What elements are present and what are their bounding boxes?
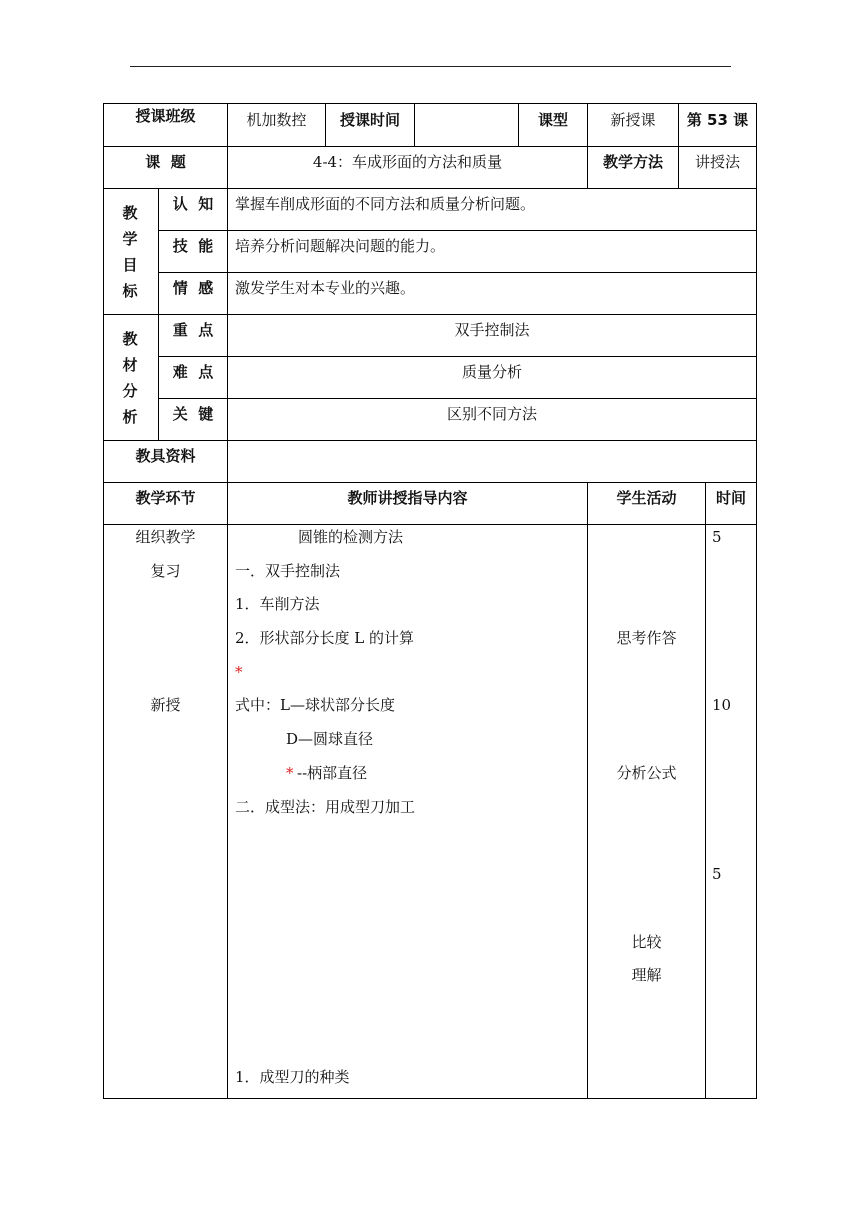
content-line-4: 2．形状部分长度 L 的计算	[235, 629, 415, 647]
analysis-label-key: 关 键	[172, 405, 214, 423]
formula-placeholder-1: *	[235, 663, 243, 681]
student-activity-3a: 比较	[631, 933, 662, 951]
content-line-9: 1．成型刀的种类	[235, 1068, 350, 1086]
objective-value-skill: 培养分析问题解决问题的能力。	[235, 237, 446, 255]
analysis-label-difficulty: 难 点	[172, 363, 214, 381]
student-activity-1: 思考作答	[616, 629, 677, 647]
header-rule	[130, 66, 731, 67]
analysis-label-key-point: 重 点	[172, 321, 214, 339]
content-line-7: --柄部直径	[297, 764, 368, 782]
analysis-char-2: 材	[122, 356, 138, 374]
type-label: 课型	[537, 111, 568, 129]
type-value: 新授课	[610, 111, 656, 129]
analysis-value-difficulty: 质量分析	[461, 363, 522, 381]
objectives-char-1: 教	[122, 204, 138, 222]
aids-label: 教具资料	[135, 447, 196, 465]
analysis-char-1: 教	[122, 330, 138, 348]
analysis-value-key: 区别不同方法	[446, 405, 537, 423]
analysis-char-4: 析	[122, 408, 138, 426]
lesson-number: 第 53 课	[686, 111, 749, 129]
topic-value: 4-4：车成形面的方法和质量	[312, 153, 503, 171]
class-label: 授课班级	[135, 107, 196, 125]
student-activity-2: 分析公式	[616, 764, 677, 782]
objective-value-cognitive: 掌握车削成形面的不同方法和质量分析问题。	[235, 195, 536, 213]
time-3: 5	[712, 865, 722, 883]
stage-new-lesson: 新授	[150, 696, 181, 714]
content-line-6: D—圆球直径	[286, 730, 374, 748]
time-1: 5	[712, 528, 722, 546]
objectives-char-3: 目	[122, 256, 138, 274]
stage-organize: 组织教学	[135, 528, 196, 546]
stage-review: 复习	[150, 562, 181, 580]
process-student-header: 学生活动	[616, 489, 677, 507]
objective-label-emotion: 情 感	[172, 279, 214, 297]
method-value: 讲授法	[694, 153, 740, 171]
topic-label: 课 题	[145, 153, 186, 171]
method-label: 教学方法	[602, 153, 663, 171]
content-line-1: 圆锥的检测方法	[298, 528, 404, 546]
formula-placeholder-2: *	[286, 764, 294, 782]
content-line-3: 1．车削方法	[235, 595, 320, 613]
analysis-value-key-point: 双手控制法	[454, 321, 530, 339]
analysis-char-3: 分	[122, 382, 138, 400]
process-time-header: 时间	[715, 489, 746, 507]
objective-value-emotion: 激发学生对本专业的兴趣。	[235, 279, 416, 297]
process-stage-header: 教学环节	[135, 489, 196, 507]
content-line-8: 二．成型法：用成型刀加工	[235, 798, 416, 816]
objective-label-cognitive: 认 知	[172, 195, 214, 213]
time-2: 10	[712, 696, 732, 714]
content-line-2: 一．双手控制法	[235, 562, 341, 580]
student-activity-3b: 理解	[631, 966, 662, 984]
class-value: 机加数控	[246, 111, 307, 129]
content-line-5: 式中：L—球状部分长度	[235, 696, 395, 714]
objective-label-skill: 技 能	[172, 237, 214, 255]
process-content-header: 教师讲授指导内容	[347, 489, 468, 507]
objectives-char-4: 标	[122, 282, 138, 300]
time-label: 授课时间	[339, 111, 400, 129]
objectives-char-2: 学	[122, 230, 138, 248]
